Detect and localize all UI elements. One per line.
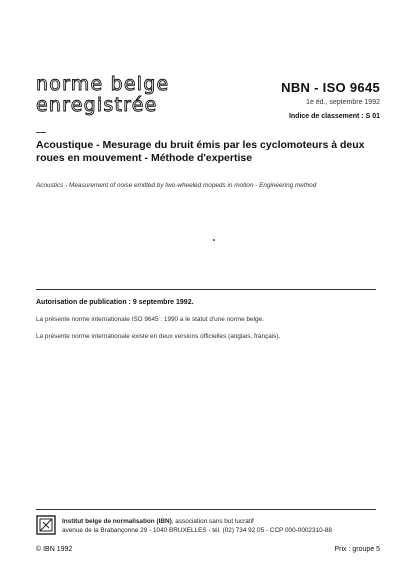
institute-info xyxy=(62,517,332,535)
standard-code: NBN - ISO 9645 xyxy=(281,80,380,95)
title-mark xyxy=(36,132,46,133)
ibn-logo-icon xyxy=(36,515,56,535)
french-title: Acoustique - Mesurage du bruit émis par les cyclomoteurs à deux roues en mouvement - Méthode d'expertise xyxy=(36,139,365,164)
speck-mark xyxy=(213,239,215,241)
versions-paragraph: La présente norme internationale existe en deux versions officielles (anglais, français). xyxy=(36,333,281,340)
divider-bottom xyxy=(36,509,376,510)
status-paragraph: La présente norme internationale ISO 9645 : 1990 a le statut d'une norme belge. xyxy=(36,316,264,323)
institute-name: Institut belge de normalisation (IBN) xyxy=(62,518,172,525)
standard-info xyxy=(281,80,380,120)
institute-type: , association sans but lucratif xyxy=(171,518,254,525)
divider-top xyxy=(36,289,376,290)
publication-authorization: Autorisation de publication : 9 septembre 1992. xyxy=(36,299,194,306)
price-group: Prix : groupe 5 xyxy=(334,546,380,553)
brand-line-2: enregistrée xyxy=(36,94,158,116)
registered-standard-mark xyxy=(36,74,169,116)
institute-address: avenue de la Brabançonne 29 - 1040 BRUXELLES - tél. (02) 734 92 05 - CCP 000-0002310-88 xyxy=(62,527,332,534)
edition-date: 1e éd., septembre 1992 xyxy=(306,99,380,106)
brand-line-1: norme belge xyxy=(36,73,170,95)
classification-index: Indice de classement : S 01 xyxy=(288,113,380,120)
english-title: Acoustics - Measurement of noise emitted by two-wheeled mopeds in motion - Engineering method xyxy=(36,182,317,189)
copyright: © IBN 1992 xyxy=(36,546,73,553)
